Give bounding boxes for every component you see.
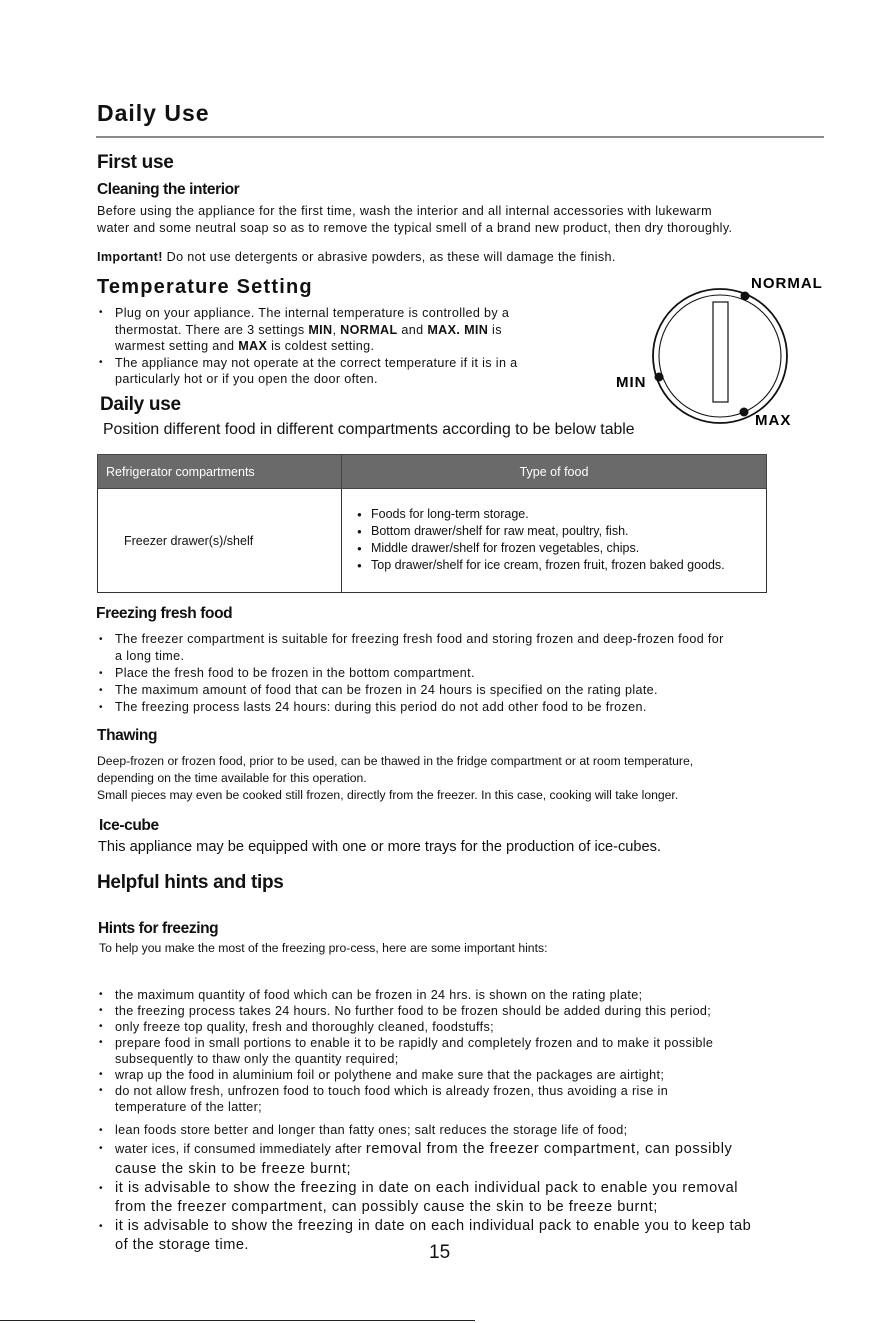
list-item: ● Bottom drawer/shelf for raw meat, poultry, fish. — [357, 523, 765, 540]
list-item: • Place the fresh food to be frozen in the bottom compartment. — [97, 665, 837, 682]
thawing-line: Deep-frozen or frozen food, prior to be used, can be thawed in the fridge compartment or at room temperature, — [97, 754, 694, 768]
table-header-row — [98, 455, 767, 489]
max-label: MAX. — [427, 322, 461, 337]
hint-text: water ices, if consumed immediately after — [115, 1141, 366, 1156]
list-item — [97, 1179, 857, 1217]
food-cell — [342, 489, 767, 593]
thermostat-dial — [600, 270, 840, 440]
normal-dot — [741, 292, 750, 301]
ice-cube-text: This appliance may be equipped with one or more trays for the production of ice-cubes. — [98, 839, 661, 855]
list-item: • wrap up the food in aluminium foil or polythene and make sure that the packages are airtight; — [97, 1067, 847, 1083]
hint-line: • do not allow fresh, unfrozen food to touch food which is already frozen, thus avoiding a rise in — [115, 1084, 669, 1098]
hints-subheading: Hints for freezing — [98, 920, 219, 937]
cleaning-line-2: water and some neutral soap so as to remove the typical smell of a brand new product, then dry thoroughly. — [97, 221, 733, 235]
page-number: 15 — [429, 1242, 451, 1263]
list-item: • the freezing process takes 24 hours. No further food to be frozen should be added during this period; — [97, 1003, 847, 1019]
list-item — [97, 1083, 847, 1115]
hint-line: temperature of the latter; — [115, 1100, 263, 1114]
title-divider — [96, 136, 824, 138]
list-item: • The freezing process lasts 24 hours: during this period do not add other food to be frozen. — [97, 699, 837, 716]
temperature-heading: Temperature Setting — [97, 276, 313, 298]
hint-line: • it is advisable to show the freezing in date on each individual pack to enable you removal — [115, 1180, 739, 1196]
temp-line: • The appliance may not operate at the correct temperature if it is in a — [115, 355, 518, 370]
max-dot — [740, 408, 749, 417]
footer-rule — [0, 1320, 475, 1321]
freezing-line: • The freezer compartment is suitable for freezing fresh food and storing frozen and deep-frozen food for — [115, 632, 724, 646]
hint-line: subsequently to thaw only the quantity required; — [115, 1052, 399, 1066]
temperature-item — [97, 355, 597, 388]
thawing-paragraph — [97, 753, 837, 804]
cleaning-paragraph — [97, 203, 837, 237]
ice-cube-heading: Ice-cube — [99, 817, 159, 834]
hint-line — [115, 1139, 857, 1159]
important-label: Important! — [97, 250, 163, 264]
page-title: Daily Use — [97, 100, 210, 126]
list-item: • only freeze top quality, fresh and thoroughly cleaned, foodstuffs; — [97, 1019, 847, 1035]
col-compartments: Refrigerator compartments — [98, 455, 342, 489]
temp-line: • Plug on your appliance. The internal temperature is controlled by a — [115, 306, 510, 320]
min-label: MIN — [308, 322, 333, 337]
max-label: MAX — [238, 339, 268, 353]
temperature-list — [97, 305, 597, 388]
hints-list-2 — [97, 1122, 857, 1255]
hint-line: • it is advisable to show the freezing in date on each individual pack to enable you to keep tab — [115, 1218, 752, 1234]
important-note — [97, 249, 616, 266]
temp-line — [115, 322, 597, 339]
list-item: ● Foods for long-term storage. — [357, 506, 765, 523]
list-item — [97, 1139, 857, 1179]
temp-text: is — [488, 322, 502, 337]
thawing-line: depending on the time available for this operation. — [97, 771, 367, 785]
hint-line: cause the skin to be freeze burnt; — [115, 1161, 352, 1177]
freezing-list — [97, 631, 837, 716]
temp-line: particularly hot or if you open the door often. — [115, 372, 378, 386]
temp-text: , — [332, 322, 341, 337]
row-label: Freezer drawer(s)/shelf — [98, 489, 342, 593]
hints-heading: Helpful hints and tips — [97, 872, 284, 893]
hint-line: from the freezer compartment, can possibly cause the skin to be freeze burnt; — [115, 1199, 658, 1215]
hint-line: of the storage time. — [115, 1237, 249, 1253]
temp-line — [115, 338, 597, 355]
freezing-heading: Freezing fresh food — [96, 605, 233, 622]
list-item: ● Top drawer/shelf for ice cream, frozen fruit, frozen baked goods. — [357, 557, 731, 574]
temperature-item — [97, 305, 597, 355]
list-item: • the maximum quantity of food which can be frozen in 24 hrs. is shown on the rating plate; — [97, 987, 847, 1003]
cleaning-line-1: Before using the appliance for the first time, wash the interior and all internal accessories with lukewarm — [97, 204, 712, 218]
temp-text: is coldest setting. — [267, 339, 375, 353]
important-text: Do not use detergents or abrasive powders, as these will damage the finish. — [166, 250, 616, 264]
temp-text: warmest setting and — [115, 339, 239, 353]
min-dot — [655, 373, 664, 382]
list-item: • lean foods store better and longer than fatty ones; salt reduces the storage life of food; — [97, 1122, 857, 1139]
list-item: ● Middle drawer/shelf for frozen vegetables, chips. — [357, 540, 765, 557]
min-label: MIN — [464, 322, 489, 337]
normal-label: NORMAL — [340, 322, 398, 337]
hint-line: • prepare food in small portions to enable it to be rapidly and completely frozen and to make it possible — [115, 1036, 714, 1050]
freezing-line: a long time. — [115, 649, 185, 663]
col-food-type: Type of food — [342, 455, 767, 489]
hint-text: removal from the freezer compartment, can possibly — [365, 1141, 733, 1157]
food-list — [343, 504, 765, 578]
dial-min-label: MIN — [616, 374, 647, 391]
table-row — [98, 489, 767, 593]
daily-use-heading: Daily use — [100, 394, 181, 415]
cleaning-heading: Cleaning the interior — [97, 181, 240, 198]
temp-text: thermostat. There are 3 settings — [115, 322, 309, 337]
thawing-line: Small pieces may even be cooked still frozen, directly from the freezer. In this case, cooking will take longer. — [97, 788, 679, 802]
list-item — [97, 1035, 847, 1067]
list-item: • The maximum amount of food that can be frozen in 24 hours is specified on the rating plate. — [97, 682, 837, 699]
compartments-table — [97, 454, 767, 593]
hints-list — [97, 987, 847, 1115]
list-item — [97, 631, 837, 665]
thawing-heading: Thawing — [97, 727, 158, 744]
temp-text: and — [397, 322, 428, 337]
list-item — [97, 1217, 857, 1255]
daily-use-subtitle: Position different food in different compartments according to be below table — [103, 421, 635, 438]
dial-max-label: MAX — [755, 412, 792, 429]
dial-knob — [713, 302, 728, 402]
hints-intro: To help you make the most of the freezing pro-cess, here are some important hints: — [99, 941, 548, 955]
first-use-heading: First use — [97, 152, 174, 173]
dial-normal-label: NORMAL — [751, 275, 823, 292]
